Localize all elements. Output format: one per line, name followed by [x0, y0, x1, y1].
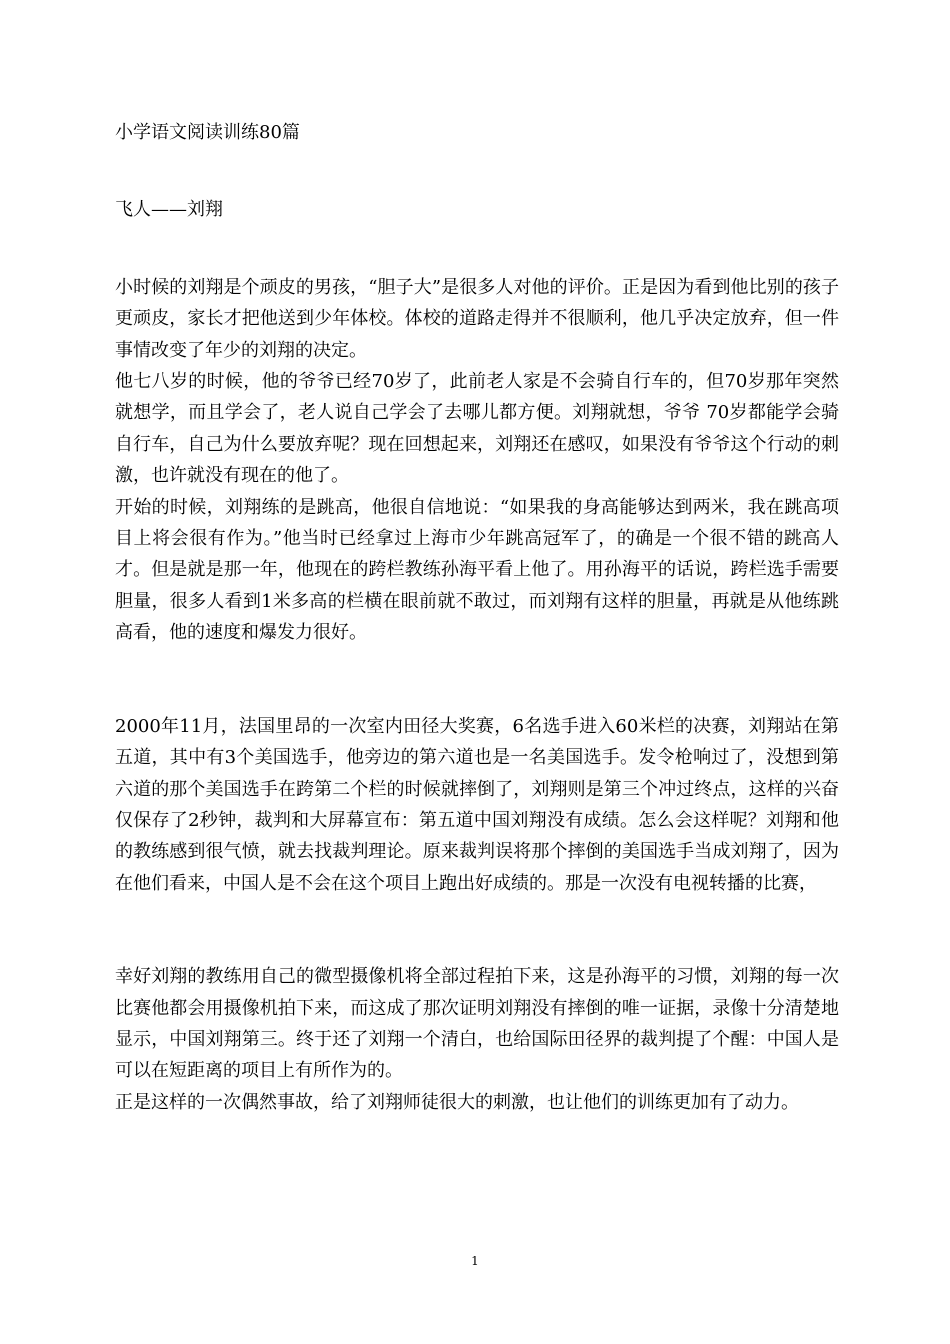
- paragraph-high-jump: 开始的时候，刘翔练的是跳高，他很自信地说：“如果我的身高能够达到两米，我在跳高项目上将会很有作为。”他当时已经拿过上海市少年跳高冠军了，的确是一个很不错的跳高人才。但是就是那一年，他现在的跨栏教练孙海平看上他了。用孙海平的话说，跨栏选手需要胆量，很多人看到1米多高的栏横在眼前就不敢过，而刘翔有这样的胆量，再就是从他练跳高看，他的速度和爆发力很好。: [115, 496, 839, 644]
- paragraph-video-evidence: 幸好刘翔的教练用自己的微型摄像机将全部过程拍下来，这是孙海平的习惯，刘翔的每一次比赛他都会用摄像机拍下来，而这成了那次证明刘翔没有摔倒的唯一证据，录像十分清楚地显示，中国刘翔第三。终于还了刘翔一个清白，也给国际田径界的裁判提了个醒：中国人是可以在短距离的项目上有所作为的。: [115, 966, 839, 1082]
- document-title: 小学语文阅读训练80篇: [115, 122, 300, 143]
- page-number: 1: [471, 1254, 479, 1268]
- paragraph-lyon-race: 2000年11月，法国里昂的一次室内田径大奖赛，6名选手进入60米栏的决赛，刘翔站在第五道，其中有3个美国选手，他旁边的第六道也是一名美国选手。发令枪响过了，没想到第六道的那个美国选手在跨第二个栏的时候就摔倒了，刘翔则是第三个冲过终点，这样的兴奋仅保存了2秒钟，裁判和大屏幕宣布：第五道中国刘翔没有成绩。怎么会这样呢？刘翔和他的教练感到很气愤，就去找裁判理论。原来裁判误将那个摔倒的美国选手当成刘翔了，因为在他们看来，中国人是不会在这个项目上跑出好成绩的。那是一次没有电视转播的比赛，: [115, 715, 839, 894]
- article-title: 飞人——刘翔: [115, 199, 223, 221]
- paragraph-grandfather: 他七八岁的时候，他的爷爷已经70岁了，此前老人家是不会骑自行车的，但70岁那年突然就想学，而且学会了，老人说自己学会了去哪儿都方便。刘翔就想，爷爷 70岁都能学会骑自行车，自己为什么要放弃呢？现在回想起来，刘翔还在感叹，如果没有爷爷这个行动的刺激，也许就没有现在的他了。: [115, 371, 839, 487]
- paragraph-motivation: 正是这样的一次偶然事故，给了刘翔师徒很大的刺激，也让他们的训练更加有了动力。: [115, 1091, 799, 1113]
- paragraph-childhood: 小时候的刘翔是个顽皮的男孩，“胆子大”是很多人对他的评价。正是因为看到他比别的孩子更顽皮，家长才把他送到少年体校。体校的道路走得并不很顺利，他几乎决定放弃，但一件事情改变了年少的刘翔的决定。: [115, 276, 839, 361]
- document-body: [115, 117, 839, 1118]
